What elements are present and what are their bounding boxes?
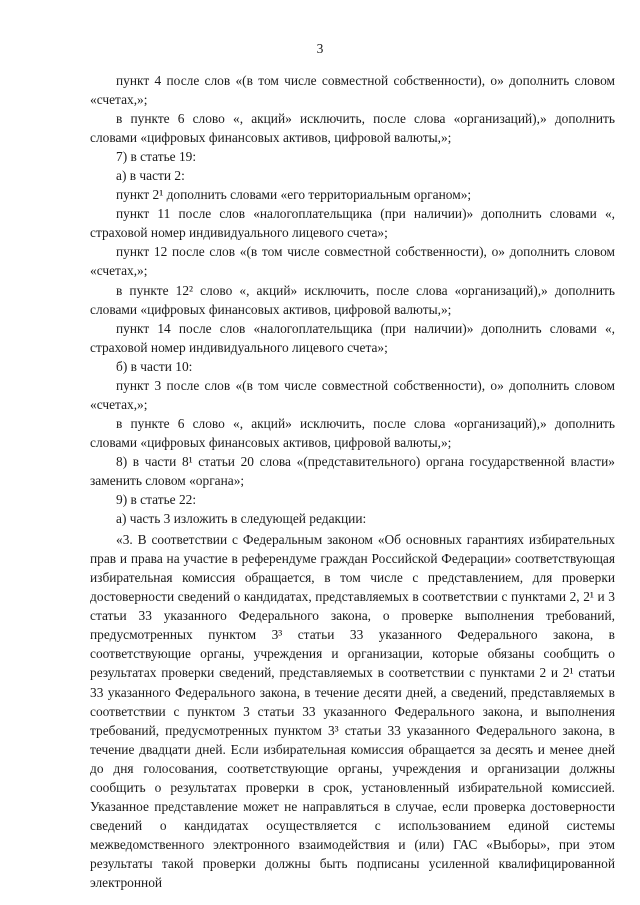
document-body <box>90 71 615 892</box>
paragraph-part-10: б) в части 10: <box>116 358 193 374</box>
page-number: 3 <box>316 41 324 56</box>
paragraph-item-4: пункт 4 после слов «(в том числе совместной собственности), о» дополнить словом «счетах,»; <box>90 73 615 108</box>
paragraph-item-12: пункт 12 после слов «(в том числе совместной собственности), о» дополнить словом «счетах,»; <box>90 244 615 279</box>
paragraph-item-12-2: в пункте 12² слово «, акций» исключить, после слова «организаций),» дополнить словами «цифровых финансовых активов, цифровой валюты,»; <box>90 282 615 317</box>
paragraph-part-3-intro: а) часть 3 изложить в следующей редакции: <box>116 511 367 527</box>
paragraph-item-3: пункт 3 после слов «(в том числе совместной собственности), о» дополнить словом «счетах,»; <box>90 377 615 412</box>
paragraph-part-2: а) в части 2: <box>116 168 185 184</box>
paragraph-item-2-1: пункт 2¹ дополнить словами «его территориальным органом»; <box>116 187 472 203</box>
paragraph-item-11: пункт 11 после слов «налогоплательщика (при наличии)» дополнить словами «, страховой номер индивидуального лицевого счета»; <box>90 206 615 241</box>
paragraph-article-19: 7) в статье 19: <box>116 149 197 165</box>
paragraph-item-6-part-10: в пункте 6 слово «, акций» исключить, после слова «организаций),» дополнить словами «цифровых финансовых активов, цифровой валюты,»; <box>90 415 615 450</box>
paragraph-item-14: пункт 14 после слов «налогоплательщика (при наличии)» дополнить словами «, страховой номер индивидуального лицевого счета»; <box>90 320 615 355</box>
paragraph-article-20: 8) в части 8¹ статьи 20 слова «(представительного) органа государственной власти» заменить словом «органа»; <box>90 453 615 488</box>
paragraph-item-6: в пункте 6 слово «, акций» исключить, после слова «организаций),» дополнить словами «цифровых финансовых активов, цифровой валюты,»; <box>90 111 615 146</box>
paragraph-article-22: 9) в статье 22: <box>116 492 197 508</box>
paragraph-part-3-text: «3. В соответствии с Федеральным законом «Об основных гарантиях избирательных прав и права на участие в референдуме граждан Российской Федерации» соответствующая избирательная комиссия обращается, в том числе с представлением, для проверки достоверности сведений о кандидатах, представляемых в соответствии с пунктами 2, 2¹ и 3 статьи 33 указанного Федерального закона, о проверке выполнения требований, предусмотренных пунктом 3³ статьи 33 указанного Федерального закона, в соответствующие органы, учреждения и организации, которые обязаны сообщить о результатах проверки сведений, представляемых в соответствии с пунктами 2 и 2¹ статьи 33 указанного Федерального закона, в течение десяти дней, а сведений, представляемых в соответствии с пунктом 3 статьи 33 указанного Федерального закона, и выполнения требований, предусмотренных пунктом 3³ статьи 33 указанного Федерального закона, в течение двадцати дней. Если избирательная комиссия обращается за десять и менее дней до дня голосования, соответствующие органы, учреждения и организации должны сообщить о результатах проверки в срок, установленный избирательной комиссией. Указанное представление может не направляться в случае, если проверка достоверности сведений о кандидатах осуществляется с использованием единой системы межведомственного электронного взаимодействия и (или) ГАС «Выборы», при этом результаты такой проверки должны быть подписаны усиленной квалифицированной электронной <box>90 532 615 890</box>
